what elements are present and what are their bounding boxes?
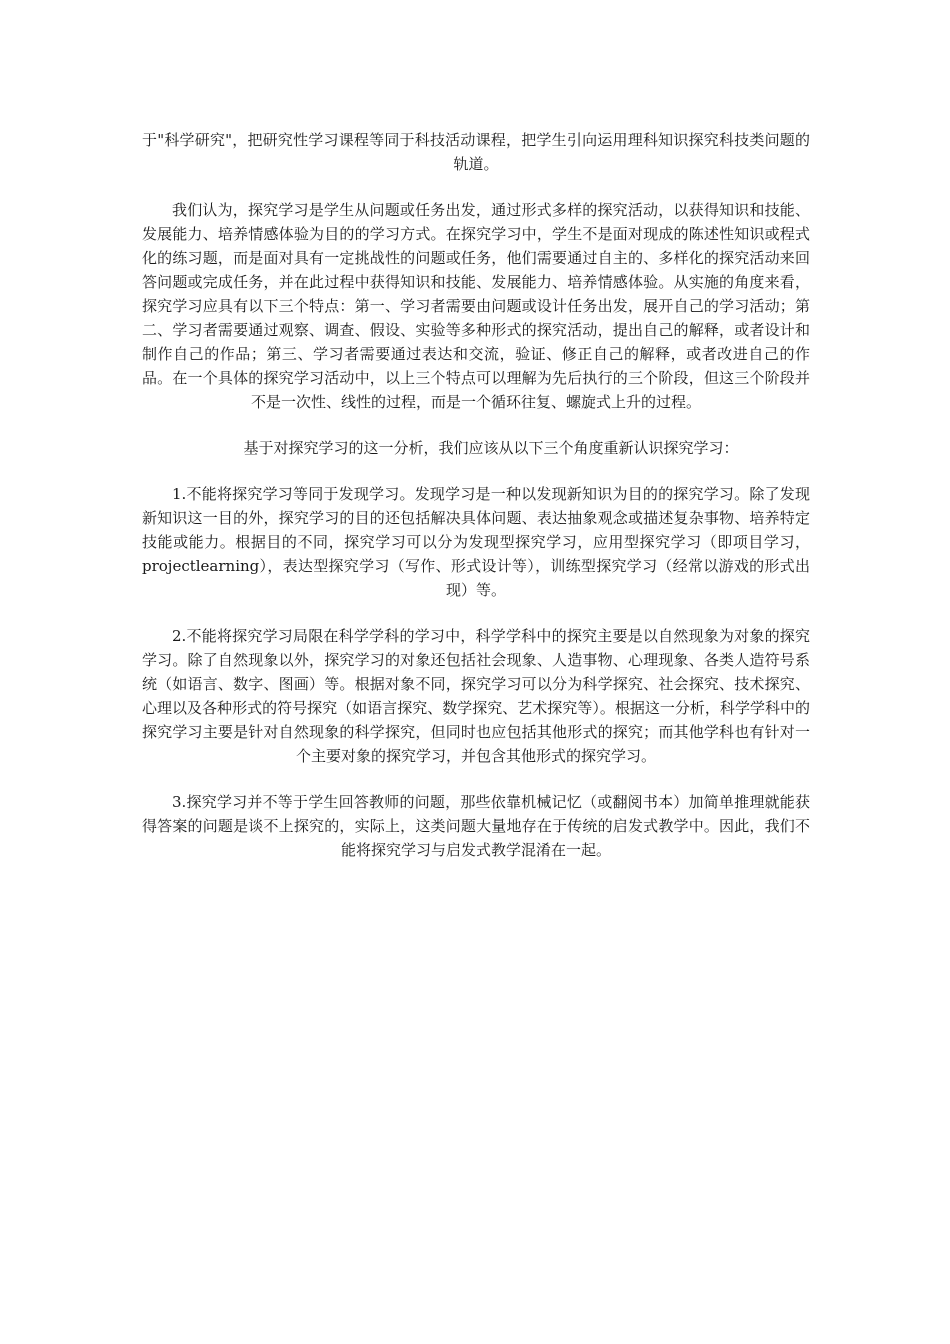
document-body: [142, 128, 810, 884]
paragraph-continuation: 于"科学研究"，把研究性学习课程等同于科技活动课程，把学生引向运用理科知识探究科技类问题的轨道。: [142, 131, 810, 173]
paragraph-point-1: 1.不能将探究学习等同于发现学习。发现学习是一种以发现新知识为目的的探究学习。除了发现新知识这一目的外，探究学习的目的还包括解决具体问题、表达抽象观念或描述复杂事物、培养特定技能或能力。根据目的不同，探究学习可以分为发现型探究学习，应用型探究学习（即项目学习，projectlearning），表达型探究学习（写作、形式设计等），训练型探究学习（经常以游戏的形式出现）等。: [142, 485, 810, 599]
paragraph-point-2: 2.不能将探究学习局限在科学学科的学习中，科学学科中的探究主要是以自然现象为对象的探究学习。除了自然现象以外，探究学习的对象还包括社会现象、人造事物、心理现象、各类人造符号系统（如语言、数字、图画）等。根据对象不同，探究学习可以分为科学探究、社会探究、技术探究、心理以及各种形式的符号探究（如语言探究、数学探究、艺术探究等）。根据这一分析，科学学科中的探究学习主要是针对自然现象的科学探究，但同时也应包括其他形式的探究；而其他学科也有针对一个主要对象的探究学习，并包含其他形式的探究学习。: [142, 627, 810, 765]
paragraph-intro-list: 基于对探究学习的这一分析，我们应该从以下三个角度重新认识探究学习：: [243, 439, 739, 457]
paragraph-definition: 我们认为，探究学习是学生从问题或任务出发，通过形式多样的探究活动，以获得知识和技能、发展能力、培养情感体验为目的的学习方式。在探究学习中，学生不是面对现成的陈述性知识或程式化的练习题，而是面对具有一定挑战性的问题或任务，他们需要通过自主的、多样化的探究活动来回答问题或完成任务，并在此过程中获得知识和技能、发展能力、培养情感体验。从实施的角度来看，探究学习应具有以下三个特点：第一、学习者需要由问题或设计任务出发，展开自己的学习活动；第二、学习者需要通过观察、调查、假设、实验等多种形式的探究活动，提出自己的解释，或者设计和制作自己的作品；第三、学习者需要通过表达和交流，验证、修正自己的解释，或者改进自己的作品。在一个具体的探究学习活动中，以上三个特点可以理解为先后执行的三个阶段，但这三个阶段并不是一次性、线性的过程，而是一个循环往复、螺旋式上升的过程。: [142, 201, 810, 411]
paragraph-point-3: 3.探究学习并不等于学生回答教师的问题，那些依靠机械记忆（或翻阅书本）加简单推理就能获得答案的问题是谈不上探究的，实际上，这类问题大量地存在于传统的启发式教学中。因此，我们不能将探究学习与启发式教学混淆在一起。: [142, 793, 810, 859]
